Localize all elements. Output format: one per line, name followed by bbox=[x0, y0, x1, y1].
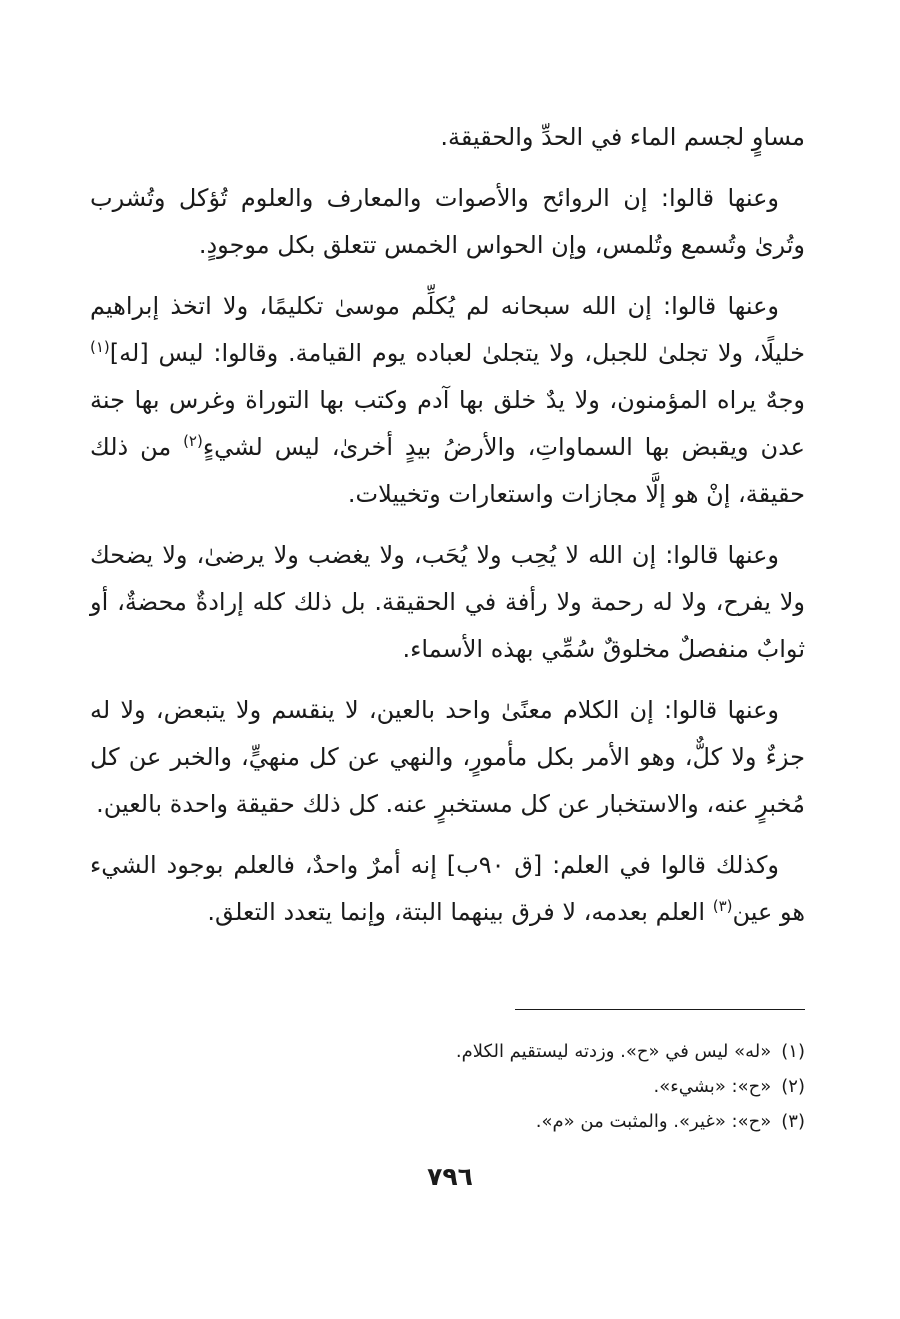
footnote-1 bbox=[300, 1034, 805, 1069]
footnote-number: (٢) bbox=[781, 1076, 805, 1097]
footnote-number: (٣) bbox=[781, 1111, 805, 1132]
footnote-ref-2: (٢) bbox=[183, 432, 203, 450]
footnote-text: «ح»: «غير». والمثبت من «م». bbox=[535, 1111, 772, 1132]
footnote-text: «ح»: «بشيء». bbox=[653, 1076, 772, 1097]
page-number: ٧٩٦ bbox=[427, 1162, 473, 1191]
paragraph-speech: وعنها قالوا: إن الكلام معنًىٰ واحد بالعين، لا ينقسم ولا يتبعض، ولا له جزءٌ ولا كلٌّ، وهو الأمر بكل مأمورٍ، والنهي عن كل منهيٍّ، والخبر عن كل مُخبرٍ عنه، والاستخبار عن كل مستخبرٍ عنه. كل ذلك حقيقة واحدة بالعين. bbox=[90, 696, 805, 818]
paragraph-senses: وعنها قالوا: إن الروائح والأصوات والمعارف والعلوم تُؤكل وتُشرب وتُرىٰ وتُسمع وتُلمس، وإن الحواس الخمس تتعلق بكل موجودٍ. bbox=[90, 184, 805, 259]
footnote-3 bbox=[300, 1104, 805, 1139]
footnote-ref-1: (١) bbox=[90, 338, 110, 356]
paragraph-love-anger: وعنها قالوا: إن الله لا يُحِب ولا يُحَب، ولا يغضب ولا يرضىٰ، ولا يضحك ولا يفرح، ولا له رحمة ولا رأفة في الحقيقة. بل ذلك كله إرادةٌ محضةٌ، أو ثوابٌ منفصلٌ مخلوقٌ سُمِّي بهذه الأسماء. bbox=[90, 541, 805, 663]
footnote-2 bbox=[300, 1069, 805, 1104]
footnote-divider bbox=[515, 1009, 805, 1010]
footnote-number: (١) bbox=[781, 1041, 805, 1062]
paragraph-knowledge: وكذلك قالوا في العلم: [ق ٩٠ب] إنه أمرٌ واحدٌ، فالعلم بوجود الشيء هو عين$^{(٣)}$ العلم بعدمه، لا فرق بينهما البتة، وإنما يتعدد التعلق. bbox=[90, 851, 805, 926]
footnote-ref-3: (٣) bbox=[712, 897, 733, 915]
footnotes bbox=[300, 1034, 805, 1139]
main-text bbox=[90, 114, 805, 950]
footnote-text: «له» ليس في «ح». وزدته ليستقيم الكلام. bbox=[455, 1041, 772, 1062]
paragraph-continuation: مساوٍ لجسم الماء في الحدِّ والحقيقة. bbox=[440, 123, 805, 151]
paragraph-attributes: وعنها قالوا: إن الله سبحانه لم يُكلِّم موسىٰ تكليمًا، ولا اتخذ إبراهيم خليلًا، ولا تجلىٰ للجبل، ولا يتجلىٰ لعباده يوم القيامة. وقالوا: ليس [له]$^{(١)}$ وجهٌ يراه المؤمنون، ولا يدٌ خلق بها آدم وكتب بها التوراة وغرس بها جنة عدن ويقبض بها السماواتِ، والأرضُ بيدٍ أخرىٰ، ليس لشيءٍ$^{(٢)}$ من ذلك حقيقة، إنْ هو إلَّا مجازات واستعارات وتخييلات. bbox=[90, 292, 806, 508]
